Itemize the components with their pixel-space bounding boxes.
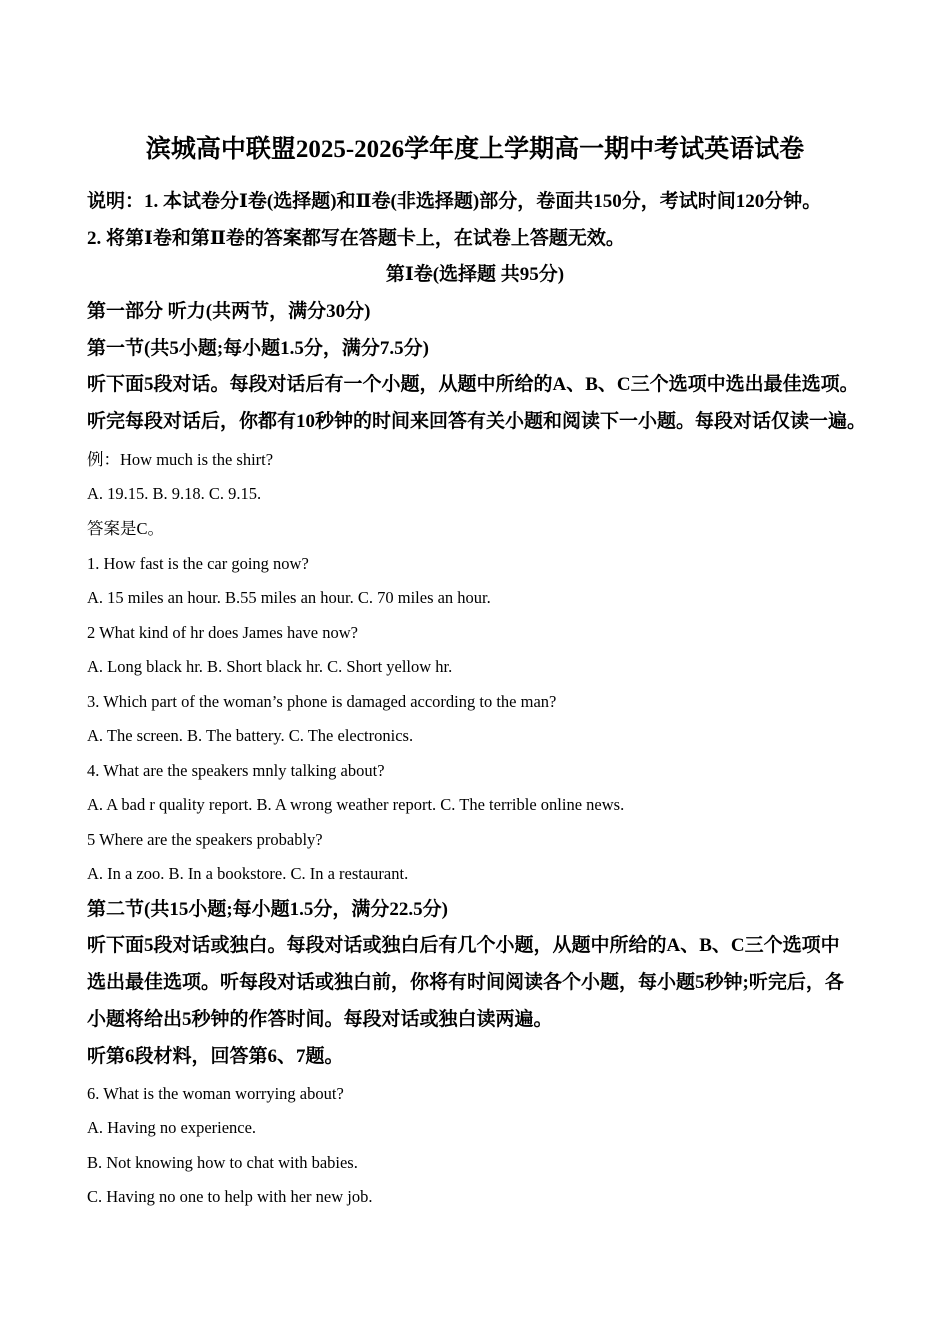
question-6-option-b: B. Not knowing how to chat with babies.: [87, 1153, 358, 1172]
section-1-directions-2: 听完每段对话后，你都有10秒钟的时间来回答有关小题和阅读下一小题。每段对话仅读一遍。: [87, 411, 867, 432]
example-options: A. 19.15. B. 9.18. C. 9.15.: [87, 484, 262, 503]
section-2-directions-2: 选出最佳选项。听每段对话或独白前，你将有时间阅读各个小题，每小题5秒钟;听完后，各: [87, 972, 844, 993]
question-4: 4. What are the speakers mnly talking about?: [87, 761, 385, 780]
section-1-heading: 第一节(共5小题;每小题1.5分，满分7.5分): [87, 338, 429, 359]
question-3: 3. Which part of the woman’s phone is damaged according to the man?: [87, 692, 557, 711]
example-answer: 答案是C。: [87, 519, 165, 538]
instructions-line-2: 2. 将第Ⅰ卷和第Ⅱ卷的答案都写在答题卡上，在试卷上答题无效。: [87, 228, 625, 249]
question-2-options: A. Long black hr. B. Short black hr. C. Short yellow hr.: [87, 657, 453, 676]
question-5-options: A. In a zoo. B. In a bookstore. C. In a restaurant.: [87, 864, 409, 883]
section-2-directions-3: 小题将给出5秒钟的作答时间。每段对话或独白读两遍。: [87, 1009, 553, 1030]
question-6: 6. What is the woman worrying about?: [87, 1084, 344, 1103]
question-1: 1. How fast is the car going now?: [87, 554, 309, 573]
volume-heading: 第Ⅰ卷(选择题 共95分): [385, 264, 565, 285]
question-4-options: A. A bad r quality report. B. A wrong weather report. C. The terrible online news.: [87, 795, 625, 814]
part-heading: 第一部分 听力(共两节，满分30分): [87, 301, 371, 322]
question-6-option-c: C. Having no one to help with her new job.: [87, 1187, 373, 1206]
question-6-option-a: A. Having no experience.: [87, 1118, 257, 1137]
question-2: 2 What kind of hr does James have now?: [87, 623, 358, 642]
material-heading: 听第6段材料，回答第6、7题。: [87, 1046, 344, 1067]
instructions-line-1: 说明：1. 本试卷分Ⅰ卷(选择题)和Ⅱ卷(非选择题)部分，卷面共150分，考试时间120分钟。: [87, 191, 822, 212]
question-3-options: A. The screen. B. The battery. C. The electronics.: [87, 726, 414, 745]
section-2-heading: 第二节(共15小题;每小题1.5分，满分22.5分): [87, 899, 448, 920]
example-question: 例：How much is the shirt?: [87, 450, 274, 469]
question-1-options: A. 15 miles an hour. B.55 miles an hour. C. 70 miles an hour.: [87, 588, 491, 607]
page-title: 滨城高中联盟2025-2026学年度上学期高一期中考试英语试卷: [145, 136, 805, 163]
question-5: 5 Where are the speakers probably?: [87, 830, 323, 849]
section-2-directions-1: 听下面5段对话或独白。每段对话或独白后有几个小题，从题中所给的A、B、C三个选项中: [87, 935, 840, 956]
section-1-directions-1: 听下面5段对话。每段对话后有一个小题，从题中所给的A、B、C三个选项中选出最佳选项。: [87, 374, 859, 395]
